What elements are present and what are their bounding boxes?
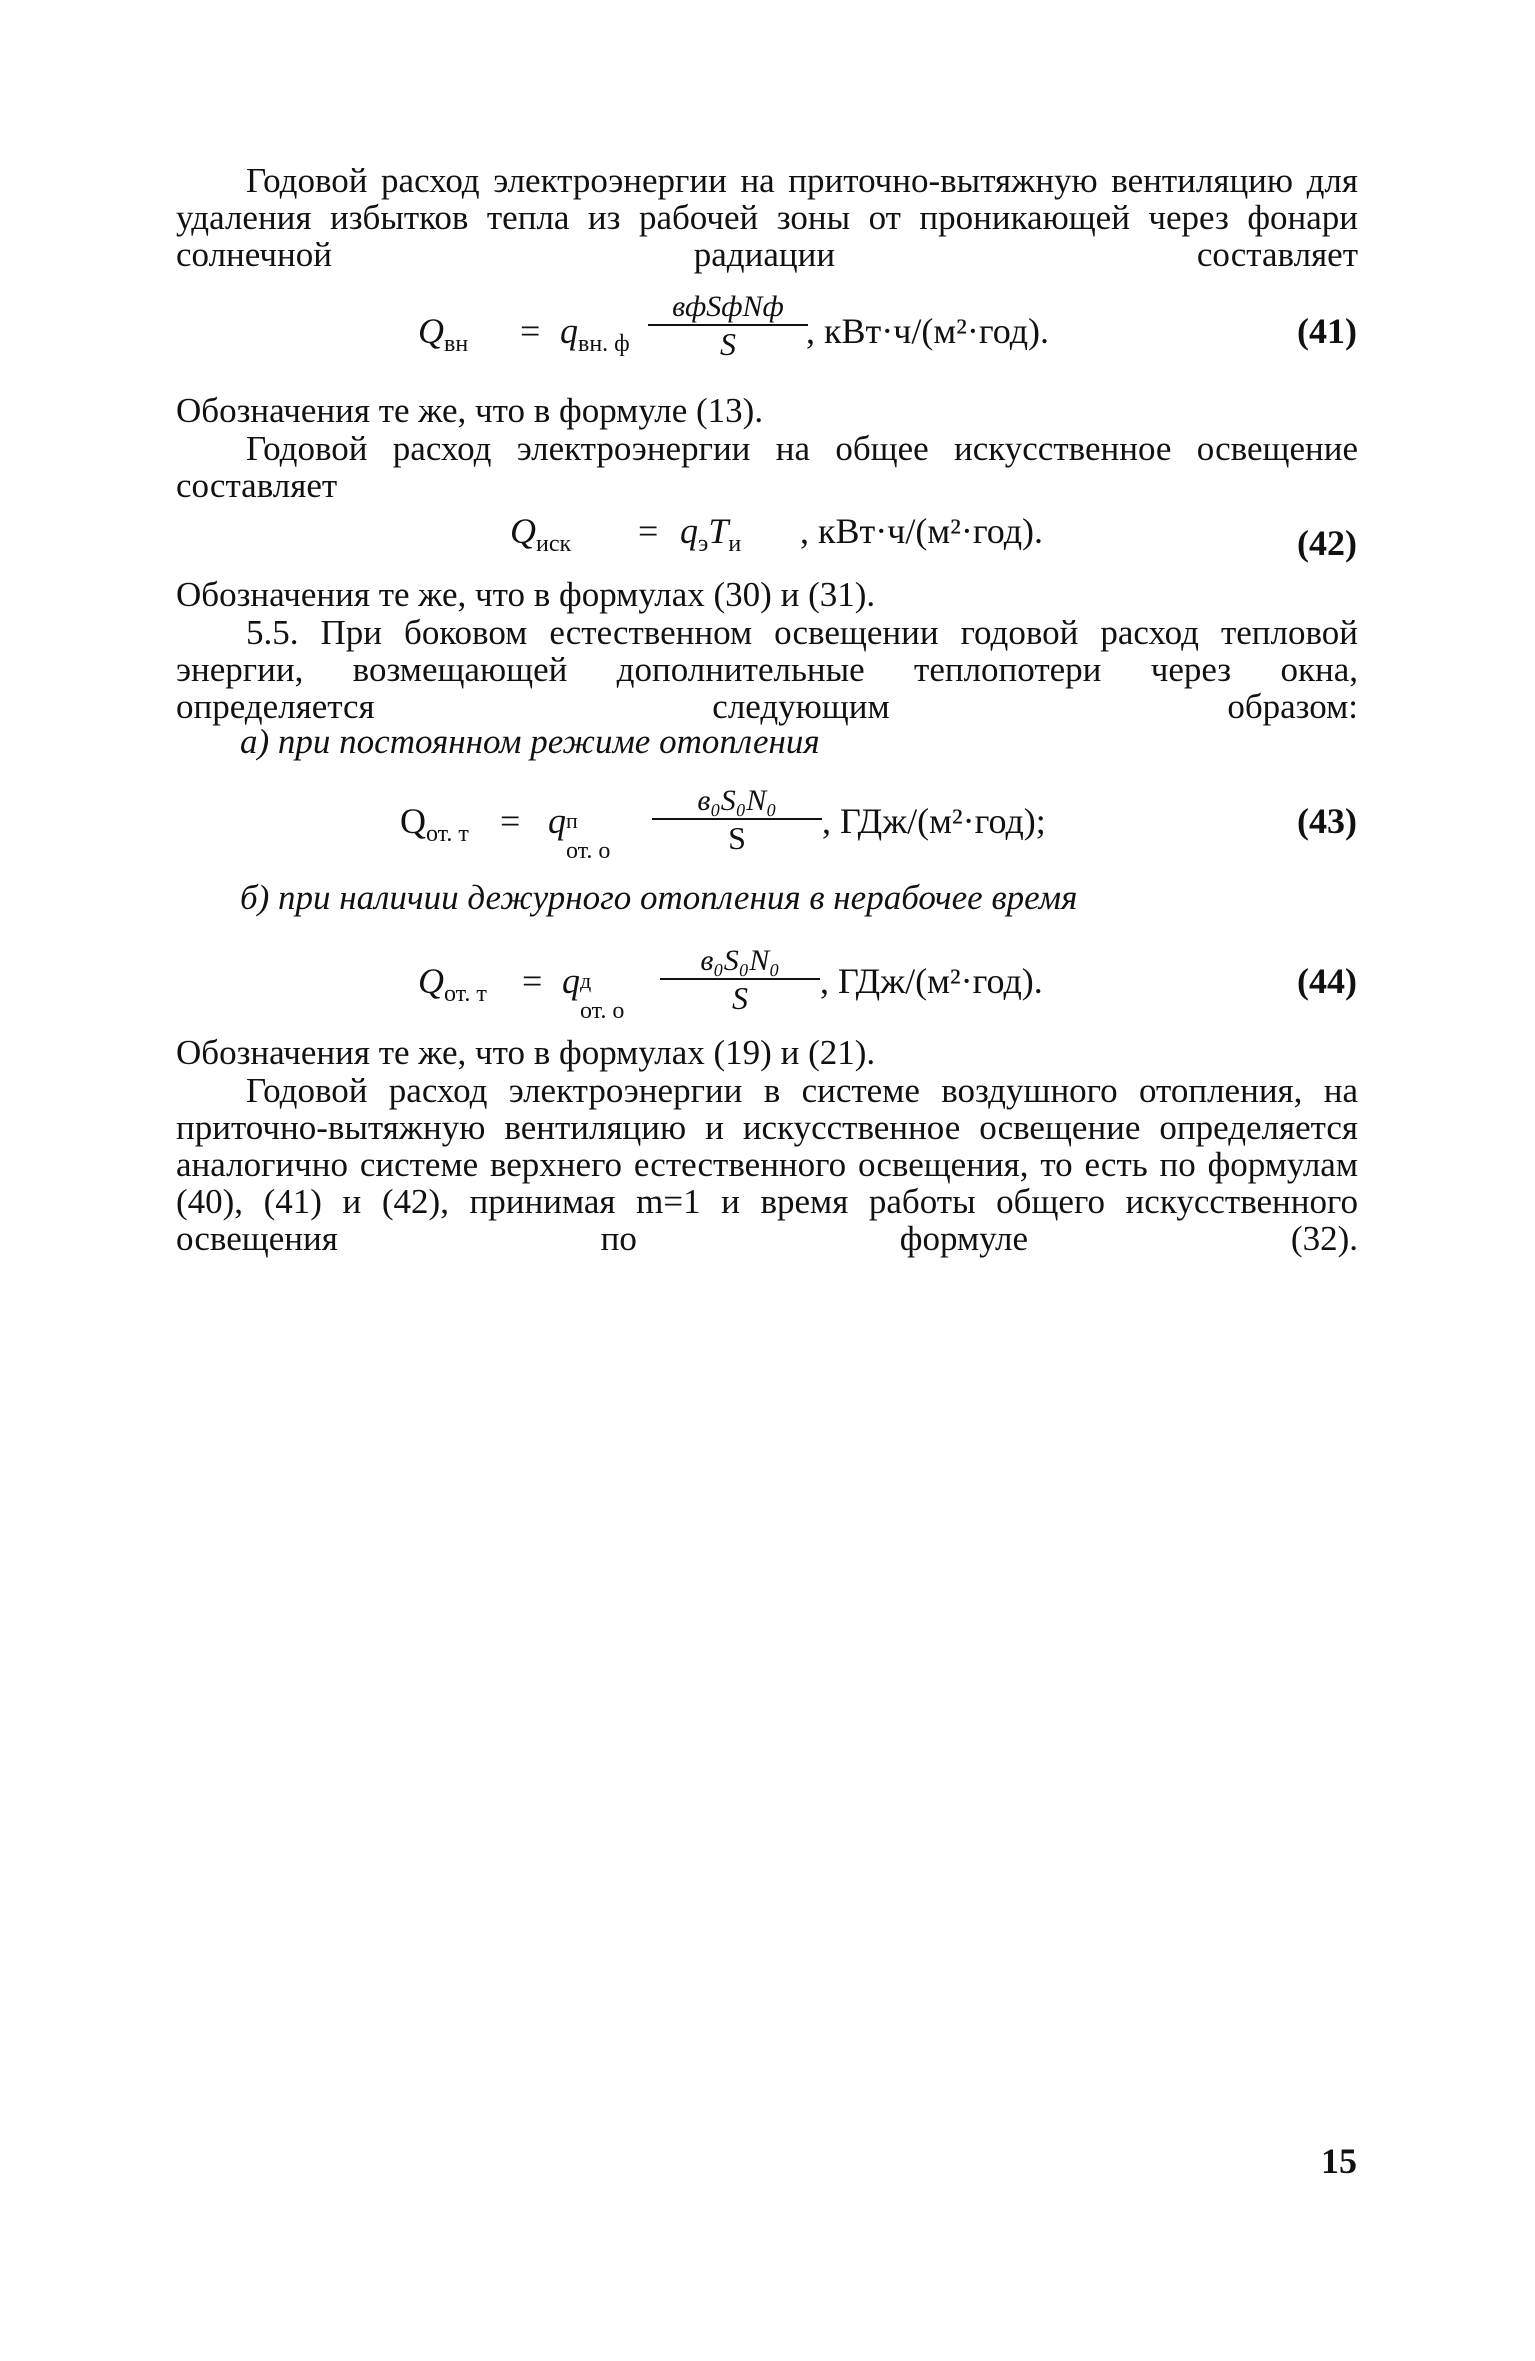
equation-43-numerator: в₀S₀N₀ bbox=[652, 784, 822, 820]
paragraph-ventilation-intro: Годовой расход электроэнергии на приточно-вытяжную вентиляцию для удаления избытков тепла из рабочей зоны от проникающей через фонари солнечной радиации составляет bbox=[176, 161, 1358, 274]
equation-44-lhs: $Q_{от. т}$ bbox=[418, 961, 487, 1007]
paragraph-notation-19-21: Обозначения те же, что в формулах (19) и (21). bbox=[176, 1033, 876, 1072]
equation-41-units: , кВт·ч/(м²·год). bbox=[806, 311, 1050, 351]
equation-41 bbox=[0, 280, 1535, 370]
equation-41-coefficient: $q_{вн. ф}$ bbox=[560, 311, 630, 357]
equation-41-numerator: вфSфNф bbox=[648, 290, 808, 326]
equation-42-coefficient: $q_эT_и$ bbox=[680, 511, 742, 557]
equation-44-equals: = bbox=[522, 961, 543, 1001]
paragraph-lighting-intro: Годовой расход электроэнергии на общее искусственное освещение составляет bbox=[176, 429, 1358, 505]
equation-44-denominator: S bbox=[732, 980, 748, 1016]
equation-44 bbox=[0, 930, 1535, 1024]
equation-43-lhs: $Q_{от. т}$ bbox=[400, 801, 469, 847]
caption-standby-heating: б) при наличии дежурного отопления в нерабочее время bbox=[240, 878, 1078, 917]
equation-41-denominator: S bbox=[720, 326, 736, 362]
equation-43-denominator: S bbox=[728, 820, 746, 856]
equation-41-number: (41) bbox=[1297, 311, 1357, 351]
equation-44-coefficient: q д от. о bbox=[562, 961, 625, 1024]
equation-41-lhs: $Q_{вн}$ bbox=[418, 311, 469, 357]
paragraph-notation-13: Обозначения те же, что в формуле (13). bbox=[176, 391, 764, 430]
paragraph-section-5-5: 5.5. При боковом естественном освещении годовой расход тепловой энергии, возмещающей дополнительные теплопотери через окна, определяется следующим образом: bbox=[176, 613, 1358, 726]
page-number: 15 bbox=[1321, 2141, 1357, 2181]
equation-44-number: (44) bbox=[1297, 961, 1357, 1001]
equation-44-numerator: в₀S₀N₀ bbox=[660, 944, 820, 980]
equation-41-equals: = bbox=[520, 311, 541, 351]
equation-43-fraction bbox=[652, 784, 822, 856]
equation-44-fraction bbox=[660, 944, 820, 1016]
equation-42-lhs: $Q_{иск}$ bbox=[510, 511, 572, 557]
equation-43-equals: = bbox=[500, 801, 521, 841]
equation-42-equals: = bbox=[638, 511, 659, 551]
caption-constant-heating: а) при постоянном режиме отопления bbox=[240, 722, 820, 761]
equation-42-units: , кВт·ч/(м²·год). bbox=[800, 511, 1044, 551]
equation-44-units: , ГДж/(м²·год). bbox=[820, 961, 1043, 1001]
paragraph-air-heating: Годовой расход электроэнергии в системе воздушного отопления, на приточно-вытяжную вентиляцию и искусственное освещение определяется аналогично системе верхнего естественного освещения, то есть по формулам (40), (41) и (42), принимая m=1 и время работы общего искусственного освещения по формуле (32). bbox=[176, 1071, 1358, 1258]
equation-41-fraction bbox=[648, 290, 808, 362]
equation-43-number: (43) bbox=[1297, 801, 1357, 841]
equation-42-number: (42) bbox=[1297, 523, 1357, 563]
equation-43-coefficient: q п от. о bbox=[548, 801, 611, 864]
paragraph-notation-30-31: Обозначения те же, что в формулах (30) и (31). bbox=[176, 575, 876, 614]
equation-43-units: , ГДж/(м²·год); bbox=[822, 801, 1046, 841]
equation-43 bbox=[0, 770, 1535, 864]
